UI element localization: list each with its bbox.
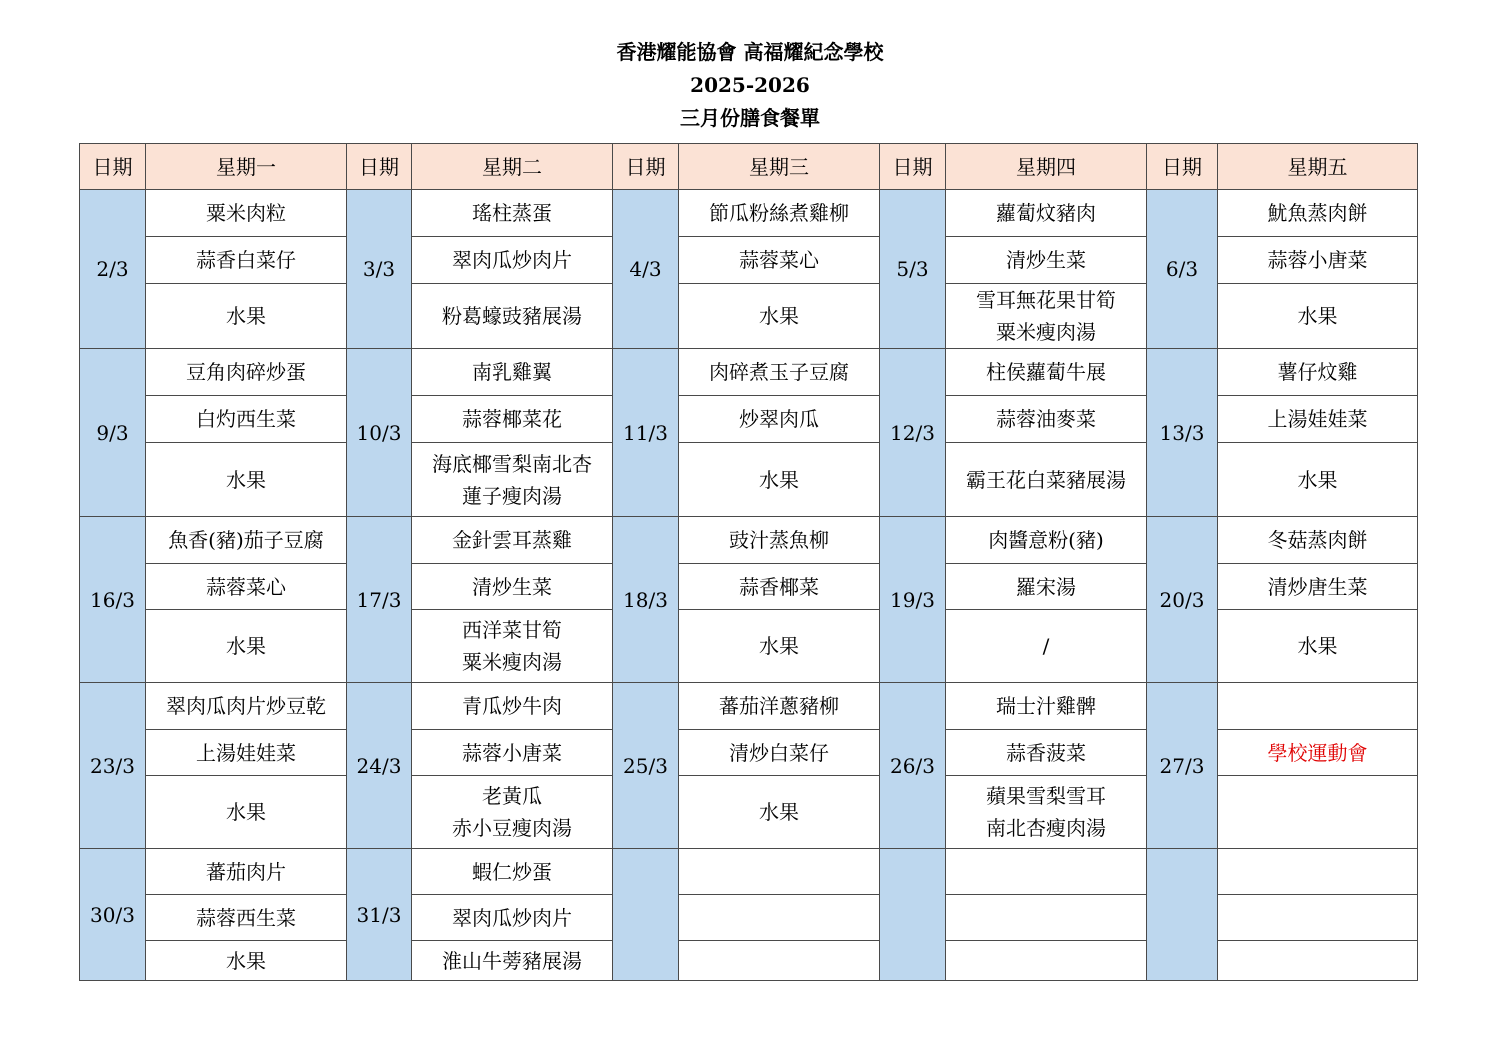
date-cell: 5/3 [880,190,946,349]
header-row [80,144,1418,190]
dish-cell: 水果 [146,941,347,981]
dish-cell: 粉葛蠔豉豬展湯 [412,284,613,349]
dish-cell: 上湯娃娃菜 [146,730,347,776]
dish-cell: 水果 [146,443,347,517]
dish-cell: 翠肉瓜炒肉片 [412,895,613,941]
date-cell: 2/3 [80,190,146,349]
thursday-header: 星期四 [946,144,1147,190]
menu-row [80,564,1418,610]
dish-cell: 淮山牛蒡豬展湯 [412,941,613,981]
dish-cell: 老黃瓜 赤小豆瘦肉湯 [412,776,613,849]
dish-cell: 蒜香菠菜 [946,730,1147,776]
dish-cell: 清炒白菜仔 [679,730,880,776]
dish-cell [679,895,880,941]
dish-cell: 蒜蓉菜心 [146,564,347,610]
dish-cell: 霸王花白菜豬展湯 [946,443,1147,517]
dish-cell [1218,683,1418,730]
date-cell: 9/3 [80,349,146,517]
school-sports-day-note: 學校運動會 [1218,730,1418,776]
dish-cell: 清炒生菜 [946,237,1147,284]
page-header [0,36,1500,135]
date-cell: 27/3 [1147,683,1218,849]
dish-cell: 蒜香椰菜 [679,564,880,610]
date-header: 日期 [1147,144,1218,190]
dish-cell: 蒜蓉菜心 [679,237,880,284]
date-cell: 23/3 [80,683,146,849]
menu-row [80,349,1418,396]
date-cell: 25/3 [613,683,679,849]
dish-cell: / [946,610,1147,683]
menu-row [80,730,1418,776]
date-header: 日期 [880,144,946,190]
dish-cell: 上湯娃娃菜 [1218,396,1418,443]
dish-cell: 水果 [146,776,347,849]
date-cell: 12/3 [880,349,946,517]
dish-cell: 肉醬意粉(豬) [946,517,1147,564]
dish-cell: 西洋菜甘筍 粟米瘦肉湯 [412,610,613,683]
dish-cell: 羅宋湯 [946,564,1147,610]
dish-cell: 蒜蓉西生菜 [146,895,347,941]
dish-cell: 蕃茄洋蔥豬柳 [679,683,880,730]
dish-cell: 水果 [146,610,347,683]
menu-row [80,941,1418,981]
date-cell: 10/3 [347,349,412,517]
dish-cell: 蕃茄肉片 [146,849,347,895]
dish-cell: 水果 [679,284,880,349]
dish-cell: 粟米肉粒 [146,190,347,237]
menu-row [80,849,1418,895]
date-header: 日期 [347,144,412,190]
dish-cell: 水果 [1218,610,1418,683]
date-cell: 11/3 [613,349,679,517]
dish-cell: 蒜蓉椰菜花 [412,396,613,443]
menu-row [80,237,1418,284]
date-cell [613,849,679,981]
dish-cell [1218,941,1418,981]
date-header: 日期 [80,144,146,190]
menu-row [80,610,1418,683]
dish-cell: 水果 [146,284,347,349]
dish-cell: 節瓜粉絲煮雞柳 [679,190,880,237]
dish-cell [1218,895,1418,941]
dish-cell [679,941,880,981]
date-cell: 16/3 [80,517,146,683]
dish-cell: 雪耳無花果甘筍 粟米瘦肉湯 [946,284,1147,349]
dish-cell: 蒜蓉油麥菜 [946,396,1147,443]
dish-cell: 水果 [1218,284,1418,349]
dish-cell: 水果 [679,610,880,683]
dish-cell: 翠肉瓜炒肉片 [412,237,613,284]
menu-row [80,284,1418,349]
dish-cell: 蘿蔔炆豬肉 [946,190,1147,237]
date-header: 日期 [613,144,679,190]
date-cell: 17/3 [347,517,412,683]
date-cell: 26/3 [880,683,946,849]
date-cell: 30/3 [80,849,146,981]
date-cell: 6/3 [1147,190,1218,349]
dish-cell: 瑤柱蒸蛋 [412,190,613,237]
lunch-menu-table [79,143,1418,981]
dish-cell: 冬菇蒸肉餅 [1218,517,1418,564]
dish-cell: 海底椰雪梨南北杏 蓮子瘦肉湯 [412,443,613,517]
menu-row [80,443,1418,517]
dish-cell: 南乳雞翼 [412,349,613,396]
dish-cell [1218,776,1418,849]
dish-cell [946,941,1147,981]
dish-cell [946,849,1147,895]
dish-cell: 薯仔炆雞 [1218,349,1418,396]
date-cell [1147,849,1218,981]
menu-row [80,683,1418,730]
dish-cell: 水果 [679,443,880,517]
school-year: 2025-2026 [690,73,810,97]
dish-cell: 清炒生菜 [412,564,613,610]
dish-cell: 青瓜炒牛肉 [412,683,613,730]
menu-row [80,190,1418,237]
dish-cell: 豉汁蒸魚柳 [679,517,880,564]
dish-cell: 柱侯蘿蔔牛展 [946,349,1147,396]
dish-cell: 魚香(豬)茄子豆腐 [146,517,347,564]
dish-cell: 清炒唐生菜 [1218,564,1418,610]
menu-row [80,517,1418,564]
dish-cell [679,849,880,895]
dish-cell: 蒜蓉小唐菜 [1218,237,1418,284]
dish-cell: 水果 [679,776,880,849]
date-cell: 20/3 [1147,517,1218,683]
dish-cell: 水果 [1218,443,1418,517]
friday-header: 星期五 [1218,144,1418,190]
dish-cell: 白灼西生菜 [146,396,347,443]
menu-row [80,776,1418,849]
dish-cell: 蒜蓉小唐菜 [412,730,613,776]
date-cell [880,849,946,981]
date-cell: 24/3 [347,683,412,849]
dish-cell: 瑞士汁雞髀 [946,683,1147,730]
dish-cell: 豆角肉碎炒蛋 [146,349,347,396]
dish-cell: 蝦仁炒蛋 [412,849,613,895]
dish-cell: 炒翠肉瓜 [679,396,880,443]
date-cell: 3/3 [347,190,412,349]
dish-cell: 魷魚蒸肉餅 [1218,190,1418,237]
dish-cell: 蒜香白菜仔 [146,237,347,284]
dish-cell: 肉碎煮玉子豆腐 [679,349,880,396]
date-cell: 13/3 [1147,349,1218,517]
menu-title: 三月份膳食餐單 [680,106,820,130]
school-name: 香港耀能協會 高福耀紀念學校 [616,40,884,64]
menu-row [80,396,1418,443]
tuesday-header: 星期二 [412,144,613,190]
monday-header: 星期一 [146,144,347,190]
date-cell: 18/3 [613,517,679,683]
dish-cell: 蘋果雪梨雪耳 南北杏瘦肉湯 [946,776,1147,849]
dish-cell [946,895,1147,941]
dish-cell [1218,849,1418,895]
wednesday-header: 星期三 [679,144,880,190]
date-cell: 19/3 [880,517,946,683]
dish-cell: 翠肉瓜肉片炒豆乾 [146,683,347,730]
date-cell: 31/3 [347,849,412,981]
date-cell: 4/3 [613,190,679,349]
dish-cell: 金針雲耳蒸雞 [412,517,613,564]
menu-row [80,895,1418,941]
